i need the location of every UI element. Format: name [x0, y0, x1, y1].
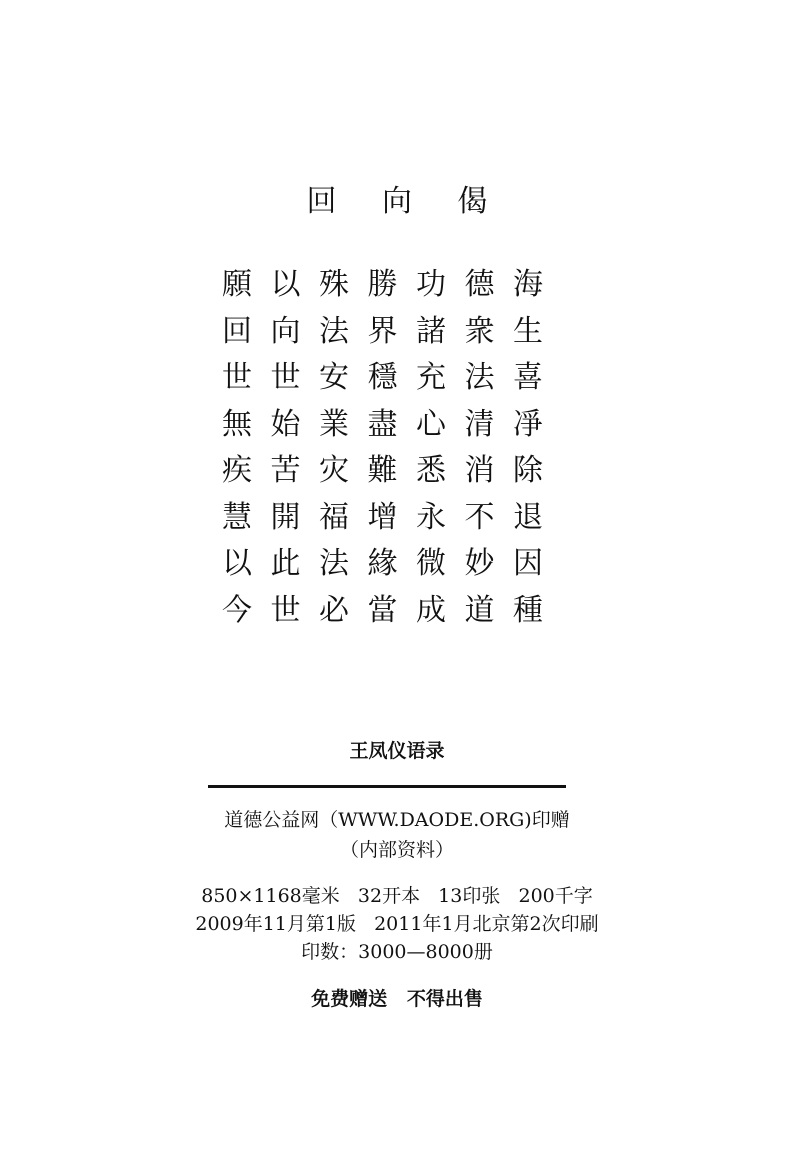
verse-char: 穩: [367, 360, 398, 396]
verse-line: [222, 541, 562, 588]
verse-char: 種: [513, 592, 543, 628]
poem-title: 回 向 偈: [306, 184, 506, 219]
verse-char: 灾: [319, 453, 349, 489]
verse-char: 法: [319, 313, 349, 349]
verse-char: 除: [513, 453, 543, 489]
verse-char: 道: [464, 592, 495, 628]
verse-char: 盡: [367, 406, 398, 442]
verse-char: 微: [416, 546, 446, 582]
verse-char: 以: [270, 267, 301, 303]
book-title: 王凤仪语录: [349, 740, 445, 762]
free-distribution-notice: 免费赠送 不得出售: [311, 988, 483, 1010]
verse-char: 福: [319, 499, 349, 535]
verse-char: 清: [464, 406, 495, 442]
verse-char: 海: [513, 267, 543, 303]
internal-note: （内部资料）: [339, 839, 454, 861]
verse-char: 世: [270, 360, 301, 396]
verse-char: 始: [270, 406, 301, 442]
verse-char: 世: [270, 592, 301, 628]
verse-char: 難: [367, 453, 398, 489]
verse-char: 世: [222, 360, 252, 396]
verse-char: 法: [464, 360, 495, 396]
verse-char: 勝: [367, 267, 398, 303]
publisher-line: 道德公益网（WWW.DAODE.ORG)印赠: [224, 809, 570, 831]
divider-rule: [208, 785, 566, 788]
verse-char: 無: [222, 406, 252, 442]
format-line: 850×1168毫米 32开本 13印张 200千字: [201, 885, 593, 907]
verse-char: 業: [319, 406, 349, 442]
verse-char: 界: [367, 313, 398, 349]
verse-char: 今: [222, 592, 252, 628]
verse-char: 永: [416, 499, 446, 535]
verse-char: 苦: [270, 453, 301, 489]
verse-char: 功: [416, 267, 446, 303]
verse-char: 因: [513, 546, 543, 582]
verse-char: 回: [222, 313, 252, 349]
verse-char: 悉: [416, 453, 446, 489]
verse-char: 不: [464, 499, 495, 535]
verse-char: 消: [464, 453, 495, 489]
verse-line: [222, 495, 562, 542]
verse-char: 諸: [416, 313, 446, 349]
verse-char: 法: [319, 546, 349, 582]
verse-char: 以: [222, 546, 252, 582]
verse-char: 德: [464, 267, 495, 303]
verse-char: 生: [513, 313, 543, 349]
verse-char: 疾: [222, 453, 252, 489]
verse-char: 退: [513, 499, 543, 535]
verse-char: 向: [270, 313, 301, 349]
edition-line: 2009年11月第1版 2011年1月北京第2次印刷: [195, 913, 599, 935]
verse-char: 緣: [367, 546, 398, 582]
verse-char: 當: [367, 592, 398, 628]
verse-char: 凈: [513, 406, 543, 442]
verse-char: 慧: [222, 499, 252, 535]
verse-char: 安: [319, 360, 349, 396]
verse-char: 喜: [513, 360, 543, 396]
verse-char: 衆: [464, 313, 495, 349]
verse-char: 此: [270, 546, 301, 582]
verse-char: 增: [367, 499, 398, 535]
verse-line: [222, 309, 562, 356]
verse-line: [222, 448, 562, 495]
verse-char: 充: [416, 360, 446, 396]
verse-line: [222, 402, 562, 449]
verse-char: 開: [270, 499, 301, 535]
verse-char: 妙: [464, 546, 495, 582]
verse-char: 心: [416, 406, 446, 442]
verse-char: 必: [319, 592, 349, 628]
verse-line: [222, 588, 562, 635]
poem-verse: [222, 262, 562, 634]
verse-line: [222, 355, 562, 402]
verse-char: 殊: [319, 267, 349, 303]
print-count-line: 印数：3000—8000册: [301, 941, 493, 963]
verse-char: 願: [222, 267, 252, 303]
verse-char: 成: [416, 592, 446, 628]
verse-line: [222, 262, 562, 309]
